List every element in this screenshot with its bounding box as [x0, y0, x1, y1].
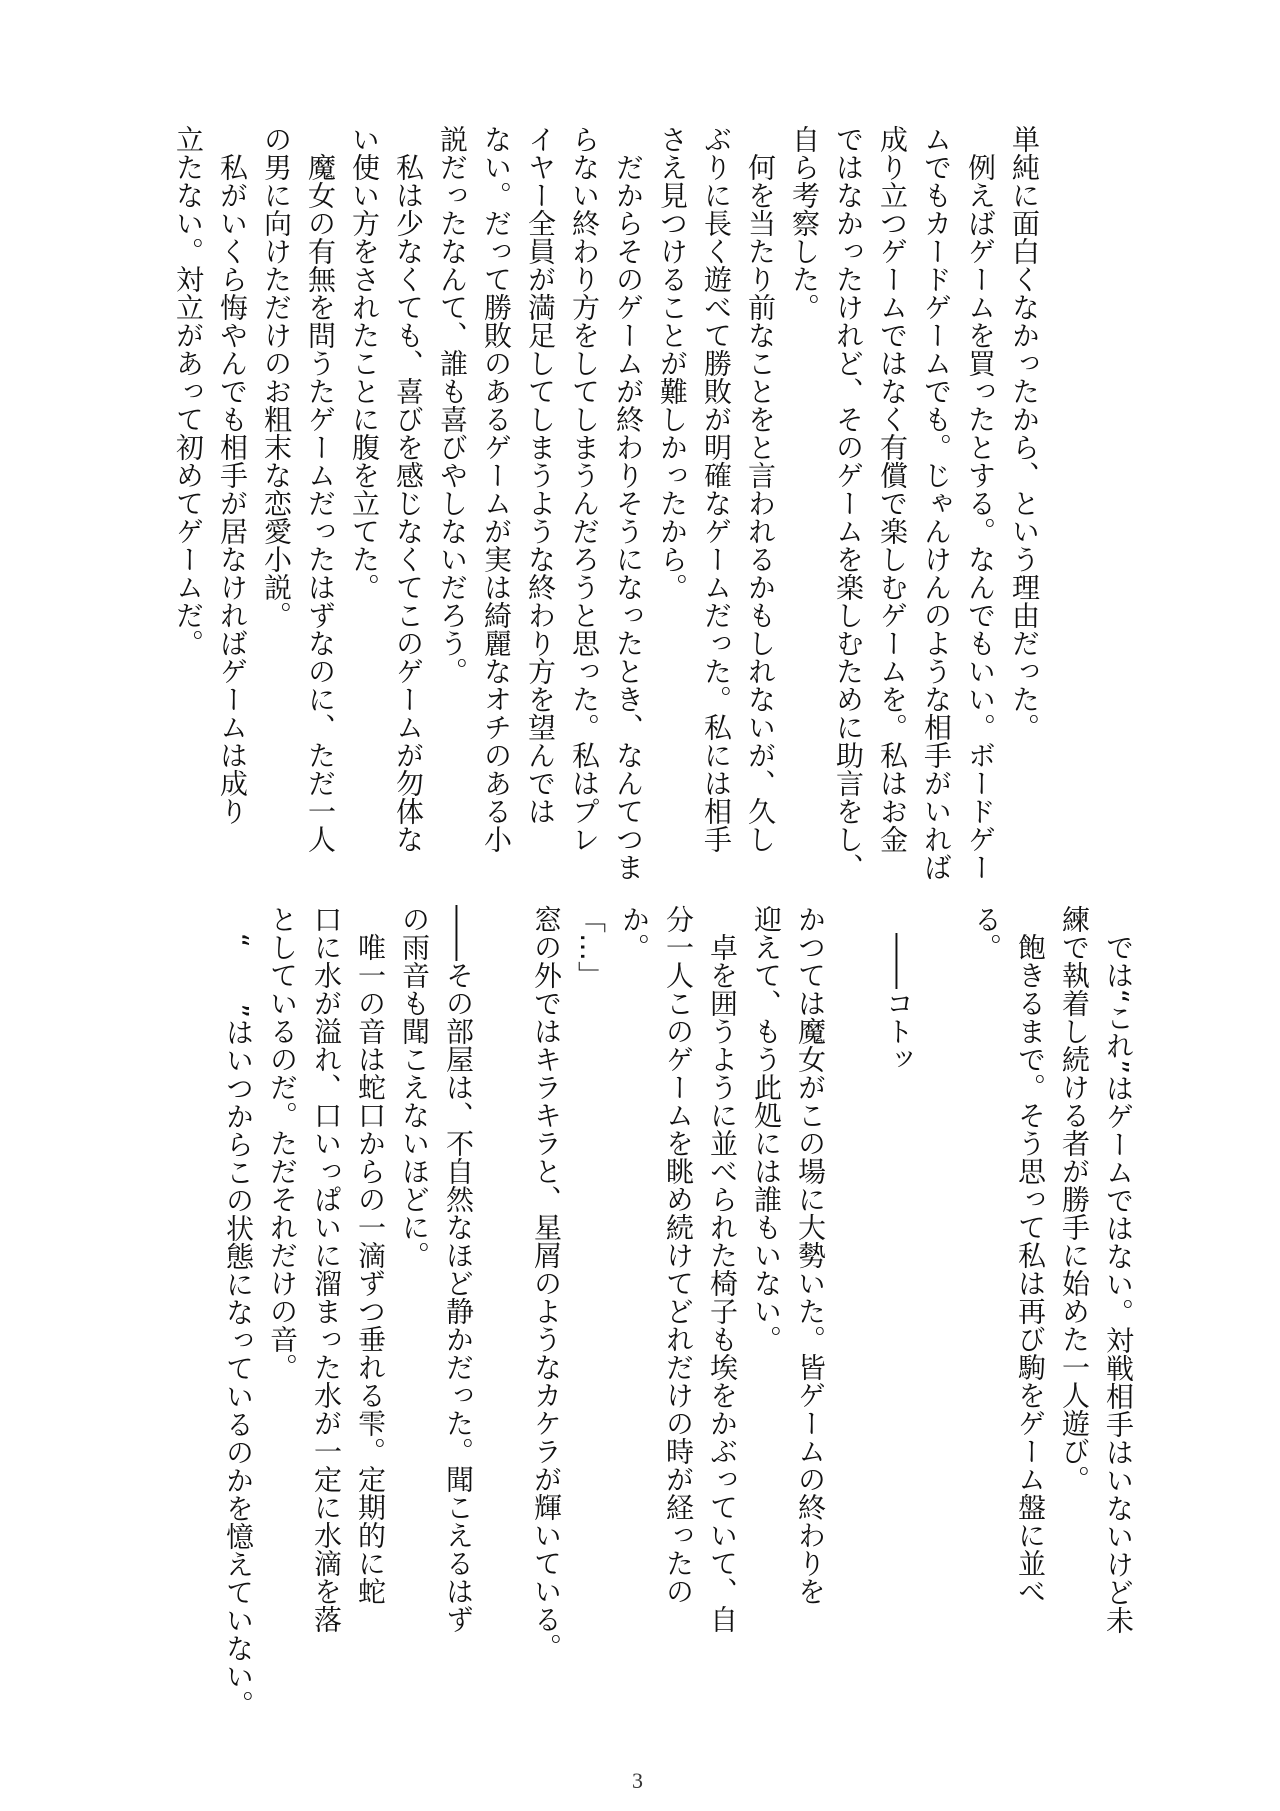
text-line: 分一人このゲームを眺め続けてどれだけの時が経ったの	[662, 905, 695, 1605]
text-line: さえ見つけることが難しかったから。	[656, 125, 689, 601]
text-line: だからそのゲームが終わりそうになったとき、なんてつま	[612, 125, 645, 881]
text-line: 立たない。対立があって初めてゲームだ。	[172, 125, 205, 657]
text-line: 何を当たり前なことをと言われるかもしれないが、久し	[744, 125, 777, 853]
text-line: 窓の外ではキラキラと、星屑のようなカケラが輝いている。	[530, 905, 563, 1661]
text-line: 説だったなんて、誰も喜びやしないだろう。	[436, 125, 469, 685]
text-line: では“これ”はゲームではない。対戦相手はいないけど未	[1102, 905, 1135, 1635]
text-line: 迎えて、もう此処には誰もいない。	[750, 905, 783, 1353]
text-line: 卓を囲うように並べられた椅子も埃をかぶっていて、自	[706, 905, 739, 1633]
page-number: 3	[632, 1768, 643, 1793]
text-line	[480, 905, 524, 1755]
text-line: ――その部屋は、不自然なほど静かだった。聞こえるはず	[442, 905, 475, 1633]
text-line: 口に水が溢れ、口いっぱいに溜まった水が一定に水滴を落	[310, 905, 343, 1633]
text-line: 練で執着し続ける者が勝手に始めた一人遊び。	[1058, 905, 1091, 1493]
text-line: る。	[970, 905, 1003, 961]
text-line	[832, 905, 876, 1755]
text-line: の雨音も聞こえないほどに。	[398, 905, 431, 1269]
top-text-block	[166, 125, 1046, 895]
text-line: 私は少なくても、喜びを感じなくてこのゲームが勿体な	[392, 125, 425, 853]
text-line: ではなかったけれど、そのゲームを楽しむために助言をし、	[832, 125, 865, 881]
text-line: としているのだ。ただそれだけの音。	[266, 905, 299, 1381]
text-line: 私がいくら悔やんでも相手が居なければゲームは成り	[216, 125, 249, 825]
text-line: 唯一の音は蛇口からの一滴ずつ垂れる雫。定期的に蛇	[354, 905, 387, 1605]
text-line: “ ”はいつからこの状態になっているのかを憶えていない。	[222, 905, 255, 1719]
text-line: 「…」	[574, 905, 607, 989]
text-line: の男に向けただけのお粗末な恋愛小説。	[260, 125, 293, 629]
text-line: 例えばゲームを買ったとする。なんでもいい。ボードゲー	[964, 125, 997, 881]
text-line: 成り立つゲームではなく有償で楽しむゲームを。私はお金	[876, 125, 909, 853]
bottom-text-block	[216, 905, 1140, 1755]
text-line: ない。だって勝敗のあるゲームが実は綺麗なオチのある小	[480, 125, 513, 853]
text-line: 飽きるまで。そう思って私は再び駒をゲーム盤に並べ	[1014, 905, 1047, 1605]
text-line: 単純に面白くなかったから、という理由だった。	[1008, 125, 1041, 741]
text-line	[920, 905, 964, 1755]
text-line: かつては魔女がこの場に大勢いた。皆ゲームの終わりを	[794, 905, 827, 1605]
text-line: か。	[618, 905, 651, 961]
text-line: ――コトッ	[882, 905, 915, 1073]
text-line: ムでもカードゲームでも。じゃんけんのような相手がいれば	[920, 125, 953, 881]
text-line: らない終わり方をしてしまうんだろうと思った。私はプレ	[568, 125, 601, 853]
text-line: い使い方をされたことに腹を立てた。	[348, 125, 381, 601]
text-line: 魔女の有無を問うたゲームだったはずなのに、ただ一人	[304, 125, 337, 853]
text-line: ぶりに長く遊べて勝敗が明確なゲームだった。私には相手	[700, 125, 733, 853]
text-line: 自ら考察した。	[788, 125, 821, 321]
text-line: イヤー全員が満足してしまうような終わり方を望んでは	[524, 125, 557, 825]
